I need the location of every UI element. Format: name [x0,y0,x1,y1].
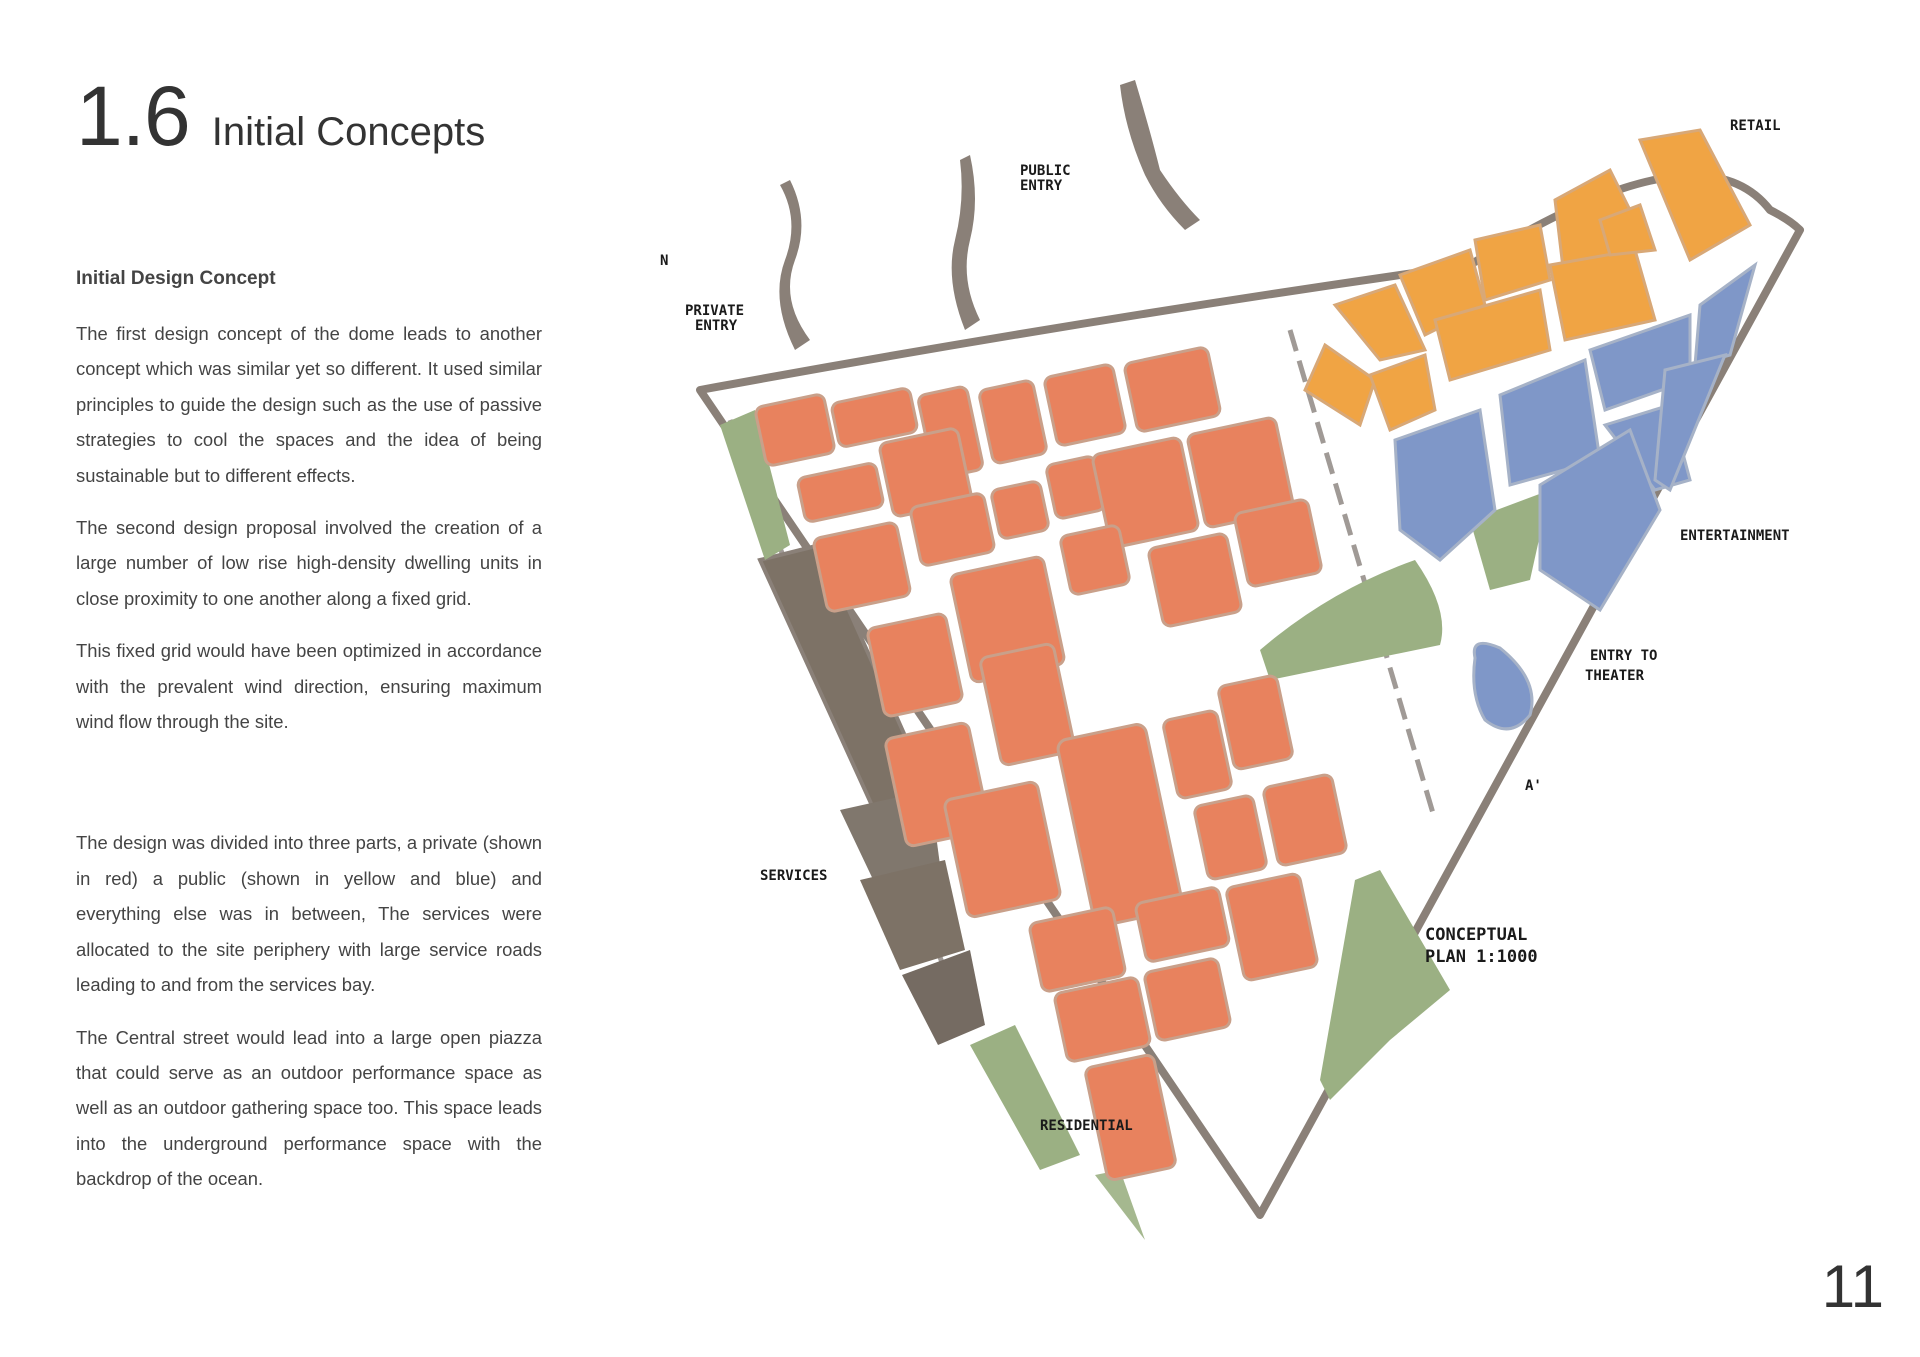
page-heading [76,68,485,165]
section-title: Initial Concepts [211,110,486,154]
private-entry-label-line1: PRIVATE [685,303,745,319]
section-number: 1.6 [76,69,190,163]
wind-arrows [779,80,1200,350]
page-number: 11 [1821,1253,1884,1320]
entertainment-label: ENTERTAINMENT [1680,528,1790,544]
public-entry-label-line1: PUBLIC [1020,163,1071,179]
paragraph: The second design proposal involved the creation of a large number of low rise high-density dwelling units in close proximity to one another along a fixed grid. [76,517,542,609]
section-marker-label: A' [1525,778,1542,794]
services-label: SERVICES [760,868,828,884]
residential-label: RESIDENTIAL [1040,1118,1133,1134]
paragraph: The Central street would lead into a large open piazza that could serve as an outdoor performance space as well as an outdoor gathering space too. This space leads into the underground performance space with the backdrop of the ocean. [76,1026,542,1190]
private-entry-label-line2: ENTRY [695,318,738,334]
conceptual-plan-label-line2: PLAN 1:1000 [1425,947,1538,967]
entry-theater-label-line1: ENTRY TO [1590,648,1658,664]
text-column [76,268,542,1214]
conceptual-plan-label-line1: CONCEPTUAL [1425,925,1528,945]
retail-label: RETAIL [1730,118,1781,134]
subheading: Initial Design Concept [76,268,276,289]
entry-theater-label-line2: THEATER [1585,668,1645,684]
public-entry-label-line2: ENTRY [1020,178,1063,194]
conceptual-plan-sketch [660,90,1900,1240]
paragraph: This fixed grid would have been optimized in accordance with the prevalent wind direction, ensuring maximum wind flow through the site. [76,640,542,733]
north-label: N [660,253,669,269]
paragraph: The first design concept of the dome leads to another concept which was similar yet so different. It used similar principles to guide the design such as the use of passive strategies to cool the spaces and the idea of being sustainable but to different effects. [76,323,542,486]
paragraph: The design was divided into three parts, a private (shown in red) a public (shown in yellow and blue) and everything else was in between, The services were allocated to the site periphery with large service roads leading to and from the services bay. [76,832,542,996]
